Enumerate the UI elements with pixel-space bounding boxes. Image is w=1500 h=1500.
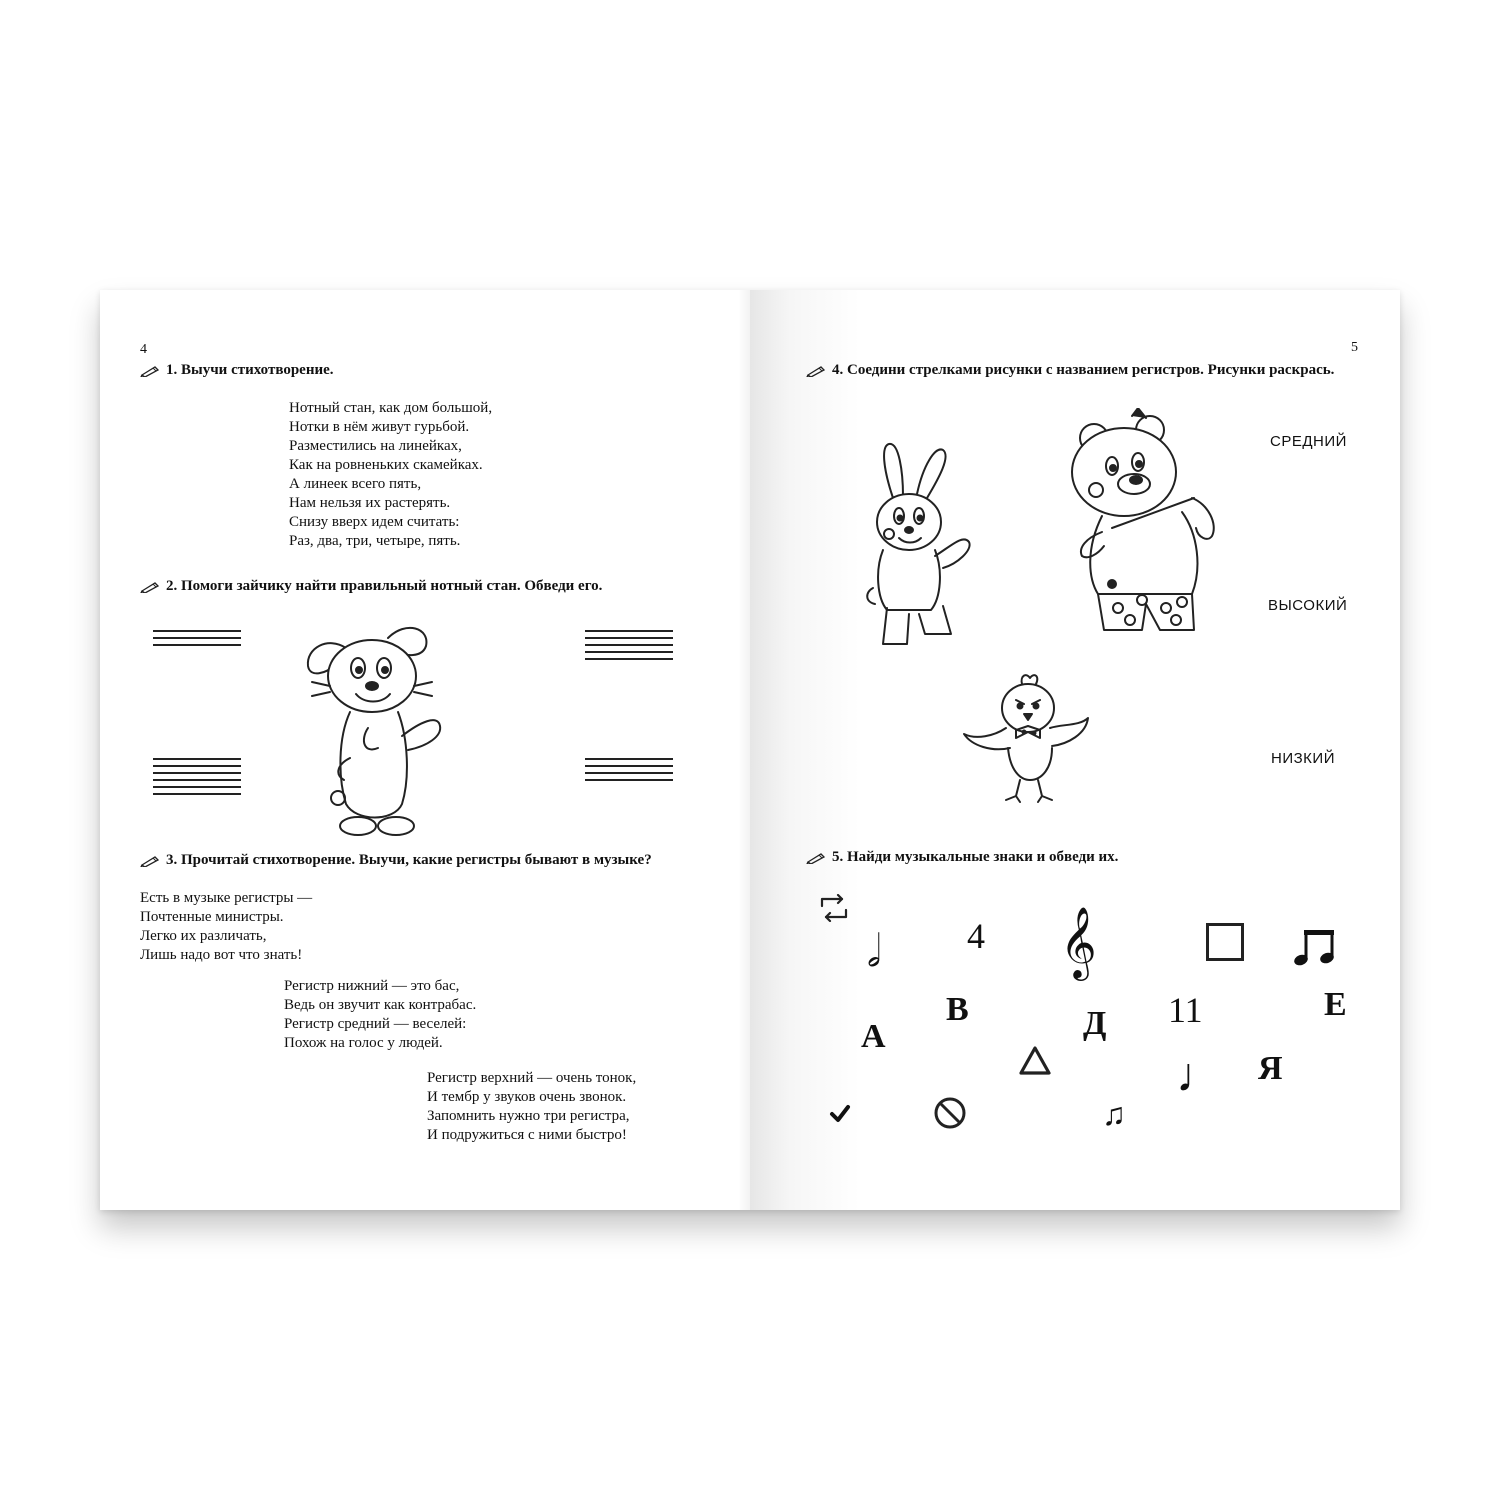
checkmark-icon[interactable] — [829, 1104, 851, 1124]
letter-e-symbol[interactable]: Е — [1324, 986, 1347, 1023]
poem-registers-stanza-3 — [427, 1069, 636, 1145]
poem-line: Снизу вверх идем считать: — [289, 514, 460, 530]
triangle-shape[interactable] — [1018, 1045, 1052, 1077]
pencil-icon — [140, 365, 160, 377]
poem-line: Ведь он звучит как контрабас. — [284, 997, 477, 1013]
letter-ya-symbol[interactable]: Я — [1258, 1050, 1283, 1087]
pencil-icon — [140, 855, 160, 867]
poem-line: Регистр средний — веселей: — [284, 1016, 467, 1032]
task-4-title: 4. Соедини стрелками рисунки с названием регистров. Рисунки раскрась. — [832, 362, 1335, 378]
pencil-icon — [806, 365, 826, 377]
beamed-eighth-notes-symbol[interactable] — [1294, 926, 1340, 968]
poem-line: Почтенные министры. — [140, 909, 284, 925]
repeat-icon[interactable] — [816, 894, 852, 922]
poem-notnyi-stan — [289, 399, 492, 551]
poem-line: Запомнить нужно три регистра, — [427, 1108, 630, 1124]
pencil-icon — [140, 581, 160, 593]
letter-a-symbol[interactable]: А — [861, 1018, 886, 1055]
poem-line: Нотки в нём живут гурьбой. — [289, 419, 470, 435]
letter-d-symbol[interactable]: Д — [1083, 1005, 1107, 1042]
poem-line: Как на ровненьких скамейках. — [289, 457, 483, 473]
poem-line: Есть в музыке регистры — — [140, 890, 313, 906]
task-2-heading — [140, 578, 602, 595]
poem-line: И подружиться с ними быстро! — [427, 1127, 627, 1143]
task-5-heading — [806, 849, 1118, 866]
poem-line: Раз, два, три, четыре, пять. — [289, 533, 461, 549]
bear-illustration[interactable] — [1042, 408, 1227, 653]
quarter-note-symbol[interactable]: ♩ — [1176, 1049, 1224, 1102]
register-label-high[interactable]: ВЫСОКИЙ — [1268, 597, 1348, 614]
poem-line: Нотный стан, как дом большой, — [289, 400, 493, 416]
hare-illustration[interactable] — [847, 438, 982, 656]
page-number-right: 5 — [1351, 340, 1358, 355]
task-2-title: 2. Помоги зайчику найти правильный нотный стан. Обведи его. — [166, 578, 603, 594]
register-label-middle[interactable]: СРЕДНИЙ — [1270, 433, 1347, 450]
poem-registers-stanza-1 — [140, 889, 312, 965]
poem-line: Легко их различать, — [140, 928, 267, 944]
staff-option-bottom-right[interactable] — [585, 758, 673, 786]
poem-line: Регистр нижний — это бас, — [284, 978, 460, 994]
treble-clef-symbol[interactable]: 𝄞 — [1060, 909, 1097, 977]
task-3-title: 3. Прочитай стихотворение. Выучи, какие регистры бывают в музыке? — [166, 852, 652, 868]
poem-line: Регистр верхний — очень тонок, — [427, 1070, 637, 1086]
open-workbook-spread — [100, 290, 1400, 1210]
number-four-symbol[interactable]: 4 — [967, 916, 985, 956]
poem-line: Разместились на линейках, — [289, 438, 462, 454]
task-1-heading — [140, 362, 334, 379]
prohibited-sign-icon[interactable] — [932, 1095, 968, 1131]
right-page — [750, 290, 1400, 1210]
pencil-icon — [806, 852, 826, 864]
eighth-note-pair-symbol[interactable]: ♫ — [1102, 1096, 1126, 1132]
poem-line: Похож на голос у людей. — [284, 1035, 443, 1051]
poem-line: И тембр у звуков очень звонок. — [427, 1089, 627, 1105]
poem-line: Нам нельзя их растерять. — [289, 495, 451, 511]
bunny-illustration — [298, 608, 468, 848]
poem-line: А линеек всего пять, — [289, 476, 422, 492]
task-5-title: 5. Найди музыкальные знаки и обведи их. — [832, 849, 1119, 865]
number-eleven-symbol[interactable]: 11 — [1168, 990, 1203, 1030]
square-shape[interactable] — [1206, 923, 1244, 961]
register-label-low[interactable]: НИЗКИЙ — [1271, 750, 1335, 767]
half-note-symbol[interactable]: 𝅗𝅥 — [867, 927, 881, 976]
task-1-title: 1. Выучи стихотворение. — [166, 362, 334, 378]
task-3-heading — [140, 852, 652, 869]
staff-option-top-left[interactable] — [153, 630, 241, 651]
chick-illustration[interactable] — [958, 670, 1094, 810]
staff-option-top-right[interactable] — [585, 630, 673, 665]
poem-registers-stanza-2 — [284, 977, 476, 1053]
poem-line: Лишь надо вот что знать! — [140, 947, 303, 963]
staff-option-bottom-left[interactable] — [153, 758, 241, 800]
page-number-left: 4 — [140, 342, 147, 357]
letter-v-symbol[interactable]: В — [946, 991, 969, 1028]
left-page — [100, 290, 750, 1210]
task-4-heading — [806, 362, 1334, 379]
